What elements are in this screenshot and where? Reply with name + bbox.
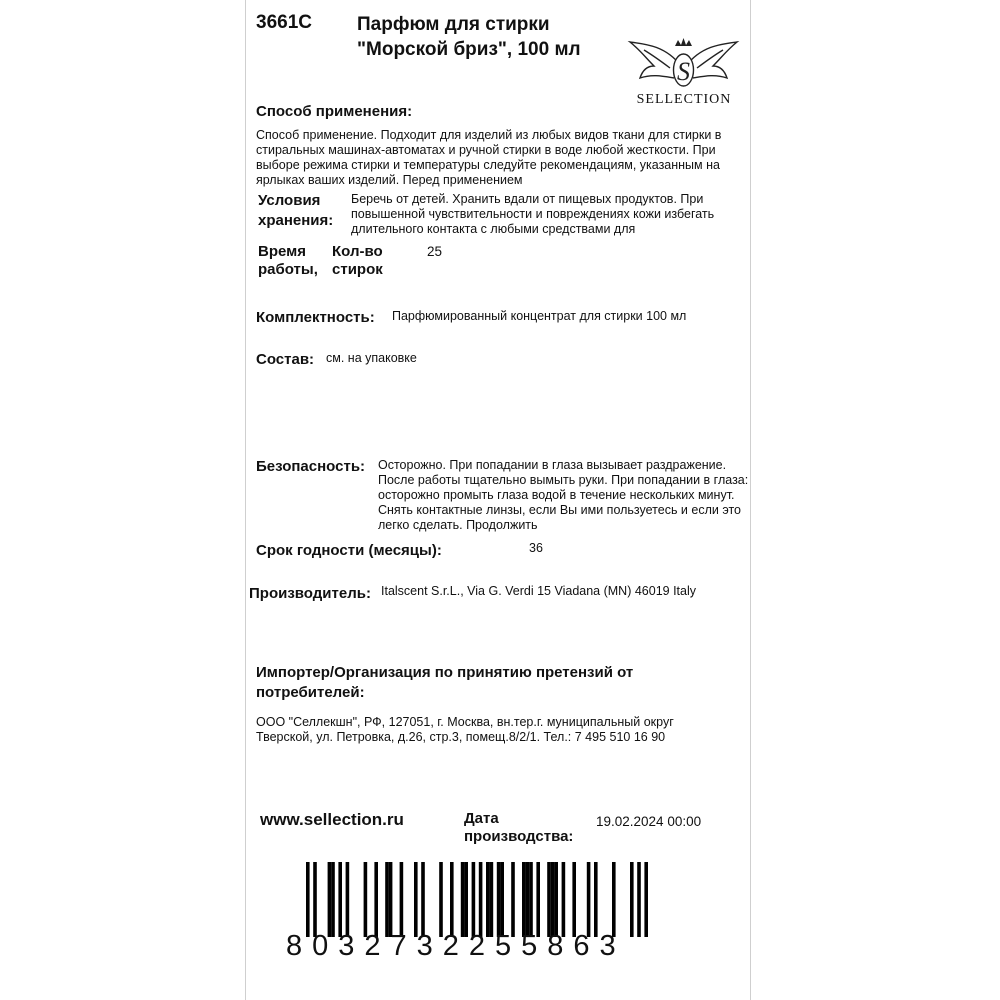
importer-address: [256, 715, 674, 745]
barcode-bar: [551, 862, 555, 937]
brand-logo-emblem: [626, 36, 741, 94]
barcode-bar: [400, 862, 404, 937]
barcode-bar: [461, 862, 465, 937]
storage-label-line1: Условия: [258, 192, 321, 209]
safety-label: Безопасность:: [256, 458, 366, 475]
barcode-digits: 8032732255863: [286, 930, 626, 962]
composition-value: см. на упаковке: [326, 351, 417, 365]
barcode-bar: [572, 862, 576, 937]
barcode-bar: [562, 862, 566, 937]
barcode-bar: [497, 862, 501, 937]
worktime-label: [258, 243, 318, 279]
usage-label: Способ применения:: [256, 103, 413, 120]
shelf-life-value: 36: [529, 541, 543, 555]
barcode-bar: [306, 862, 310, 937]
barcode-bar: [328, 862, 332, 937]
production-date-value: 19.02.2024 00:00: [596, 814, 702, 829]
barcode-bar: [374, 862, 378, 937]
safety-text: Осторожно. При попадании в глаза вызывает раздражение. После работы тщательно вымыть руки. При попадании в глаза: осторожно промыть глаза водой в течение нескольких минут. Снять контактные линзы, если Вы ими пользуетесь и если это легко сделать. Продолжить: [378, 458, 749, 532]
washes-label-line2: стирок: [332, 261, 383, 278]
storage-label-line2: хранения:: [258, 212, 334, 229]
manufacturer-label: Производитель:: [249, 585, 371, 602]
barcode-bar: [630, 862, 634, 937]
shelf-life-label: Срок годности (месяцы):: [256, 542, 442, 559]
product-title-line2: "Морской бриз", 100 мл: [357, 39, 581, 60]
barcode-bar: [500, 862, 504, 937]
washes-label-line1: Кол-во: [332, 243, 383, 260]
importer-label-line1: Импортер/Организация по принятию претензий от: [256, 664, 634, 681]
barcode-bar: [472, 862, 476, 937]
barcode-bar: [522, 862, 526, 937]
brand-logo: [626, 36, 741, 99]
manufacturer-value: Italscent S.r.L., Via G. Verdi 15 Viadana (MN) 46019 Italy: [381, 584, 696, 598]
product-label: [245, 0, 751, 1000]
barcode-bar: [511, 862, 515, 937]
barcode-bar: [479, 862, 483, 937]
usage-text: Способ применение. Подходит для изделий из любых видов ткани для стирки в стиральных машинах-автоматах и ручной стирки в воде любой жесткости. При выборе режима стирки и температуры следуйте рекомендациям, указанным на ярлыках ваших изделий. Перед применением: [256, 128, 722, 187]
svg-text:S: S: [677, 57, 690, 86]
brand-name: SELLECTION: [636, 92, 732, 107]
barcode-bar: [486, 862, 490, 937]
barcode-bar: [389, 862, 393, 937]
importer-label-line2: потребителей:: [256, 684, 365, 701]
storage-text: Беречь от детей. Хранить вдали от пищевых продуктов. При повышенной чувствительности и повреждениях кожи избегать длительного контакта с любыми средствами для: [351, 192, 715, 236]
barcode-bar: [587, 862, 591, 937]
importer-label: [256, 663, 633, 703]
barcode-bar: [637, 862, 641, 937]
barcode-bar: [464, 862, 468, 937]
storage-label: [258, 191, 333, 231]
barcode-bar: [612, 862, 616, 937]
barcode-bar: [594, 862, 598, 937]
barcode-bar: [414, 862, 418, 937]
worktime-label-line2: работы,: [258, 261, 318, 278]
production-date-label-line2: производства:: [464, 828, 574, 845]
worktime-label-line1: Время: [258, 243, 306, 260]
barcode-bar: [547, 862, 551, 937]
production-date-label-line1: Дата: [464, 810, 499, 827]
kit-label: Комплектность:: [256, 309, 375, 326]
barcode-bar: [490, 862, 494, 937]
barcode-bar: [421, 862, 425, 937]
kit-value: Парфюмированный концентрат для стирки 100 мл: [392, 309, 687, 323]
importer-address-line1: ООО "Селлекшн", РФ, 127051, г. Москва, вн.тер.г. муниципальный округ: [256, 715, 674, 729]
barcode-bar: [331, 862, 335, 937]
barcode-bar: [346, 862, 350, 937]
barcode-bar: [338, 862, 342, 937]
barcode-bar: [554, 862, 558, 937]
barcode-bar: [536, 862, 540, 937]
importer-address-line2: Тверской, ул. Петровка, д.26, стр.3, помещ.8/2/1. Тел.: 7 495 510 16 90: [256, 730, 666, 744]
washes-value: 25: [427, 244, 443, 259]
barcode-bar: [450, 862, 454, 937]
product-title: [357, 12, 627, 62]
barcode-bar: [364, 862, 368, 937]
barcode-bar: [313, 862, 317, 937]
barcode-bar: [385, 862, 389, 937]
barcode-bar: [526, 862, 530, 937]
product-code: 3661C: [256, 12, 312, 33]
product-title-line1: Парфюм для стирки: [357, 14, 550, 35]
barcode-bar: [439, 862, 443, 937]
composition-label: Состав:: [256, 351, 315, 368]
washes-label: [332, 243, 383, 279]
website-link[interactable]: www.sellection.ru: [260, 810, 404, 829]
barcode-bar: [644, 862, 648, 937]
barcode-bar: [529, 862, 533, 937]
production-date-label: [464, 810, 573, 846]
barcode: [306, 862, 686, 937]
